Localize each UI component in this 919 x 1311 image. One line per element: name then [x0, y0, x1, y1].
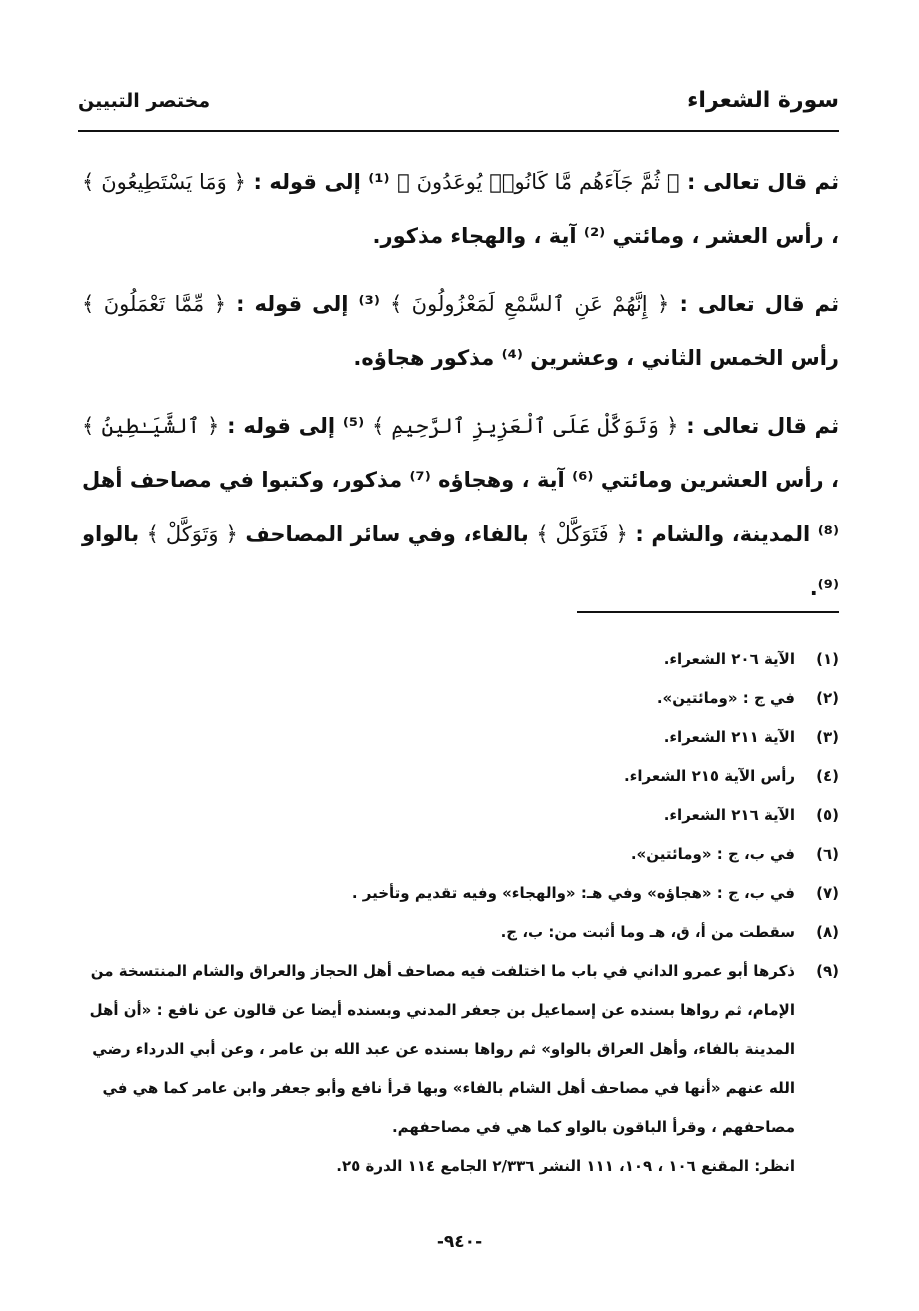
book-title: مختصر التبيين — [78, 90, 211, 112]
text-run: ⁽⁵⁾ إلى قوله : — [219, 414, 372, 438]
footnote-number: (٤) — [816, 767, 839, 785]
footnote-text: سقطت من أ، ق، هـ وما أثبت من: ب، ج. — [500, 923, 795, 941]
footnote — [80, 757, 839, 796]
text-run: ، رأس العشر ، ومائتي ⁽²⁾ آية ، والهجاء مذكور. — [372, 224, 839, 248]
footnote-text: ذكرها أبو عمرو الداني في باب ما اختلفت فيه مصاحف أهل الحجاز والعراق والشام المنتسخة من الإمام، ثم رواها بسنده عن إسماعيل بن جعفر المدني وبسنده أيضا عن قالون عن نافع : «أن أهل المدينة بالفاء، وأهل العراق بالواو» ثم رواها بسنده عن عبد الله بن عامر ، وعن أبي الدرداء رضي الله عنهم «أنها في مصاحف أهل الشام بالفاء» وبها قرأ نافع وأبو جعفر وابن عامر كما هي في مصاحفهم ، وقرأ الباقون بالواو كما هي في مصاحفهم. — [89, 962, 795, 1136]
footnote-number: (٦) — [816, 845, 839, 863]
footnote — [80, 874, 839, 913]
footnote-reference — [80, 1147, 839, 1186]
footnote-text: الآية ٢١١ الشعراء. — [663, 728, 795, 746]
footnote — [80, 718, 839, 757]
footnote-number: (٣) — [816, 728, 839, 746]
footnote-number: (٩) — [816, 962, 839, 980]
paragraph-2 — [82, 277, 839, 385]
quran-quote: ﴿ وَمَا يَسْتَطِيعُونَ ﴾ — [82, 170, 246, 194]
quran-quote: ﴿ إِنَّهُمْ عَنِ ٱلسَّمْعِ لَمَعْزُولُونَ ﴾ — [389, 292, 670, 316]
quran-quote: ﴿ وَتَوَكَّلْ ﴾ — [146, 522, 238, 546]
main-text — [82, 155, 839, 629]
quran-quote: ﴿ ثُمَّ جَآءَهُم مَّا كَانُوا۟ يُوعَدُونَ ﴾ — [397, 170, 680, 194]
footnote — [80, 796, 839, 835]
text-run: ثم قال تعالى : — [678, 414, 839, 438]
quran-quote: ﴿ ٱلشَّيَـٰطِينُ ﴾ — [82, 414, 220, 438]
footnote — [80, 640, 839, 679]
text-run: بالفاء، وفي سائر المصاحف — [237, 522, 537, 546]
quran-quote: ﴿ فَتَوَكَّلْ ﴾ — [536, 522, 628, 546]
footnote-text: في ب، ج : «ومائتين». — [630, 845, 795, 863]
footnote-text: رأس الآية ٢١٥ الشعراء. — [623, 767, 795, 785]
text-run: ثم قال تعالى : — [669, 292, 839, 316]
footnote-text: في ب، ج : «هجاؤه» وفي هـ: «والهجاء» وفيه تقديم وتأخير . — [351, 884, 795, 902]
footnotes — [80, 640, 839, 1186]
footnote-number: (١) — [816, 650, 839, 668]
footnote-number: (٢) — [816, 689, 839, 707]
paragraph-3 — [82, 399, 839, 615]
running-header — [78, 88, 839, 128]
footnote-text: انظر: المقنع ١٠٦ ، ١٠٩، ١١١ النشر ٢/٣٣٦ الجامع ١١٤ الدرة ٢٥. — [336, 1157, 795, 1175]
text-run: ⁽¹⁾ إلى قوله : — [245, 170, 398, 194]
quran-quote: ﴿ وَتَوَكَّلْ عَلَى ٱلْعَزِيزِ ٱلرَّحِيمِ ﴾ — [371, 414, 679, 438]
quran-quote: ﴿ مِّمَّا تَعْمَلُونَ ﴾ — [82, 292, 227, 316]
text-run: ، رأس العشرين ومائتي ⁽⁶⁾ آية ، وهجاؤه ⁽⁷⁾ مذكور، وكتبوا في مصاحف أهل ⁽⁸⁾ المدينة، والشام : — [82, 468, 840, 546]
footnote — [80, 952, 839, 1147]
footnote-number: (٨) — [816, 923, 839, 941]
header-rule — [78, 130, 839, 132]
page-number: -٩٤٠- — [436, 1232, 483, 1252]
footnote-number: (٧) — [816, 884, 839, 902]
footnote-text: الآية ٢١٦ الشعراء. — [663, 806, 795, 824]
text-run: ⁽³⁾ إلى قوله : — [226, 292, 390, 316]
surah-title: سورة الشعراء — [687, 88, 839, 113]
footnote — [80, 913, 839, 952]
text-run: ثم قال تعالى : — [679, 170, 839, 194]
footnote — [80, 835, 839, 874]
footnote-number: (٥) — [816, 806, 839, 824]
footnote-rule — [577, 611, 839, 613]
text-run: رأس الخمس الثاني ، وعشرين ⁽⁴⁾ مذكور هجاؤه. — [353, 346, 839, 370]
paragraph-1 — [82, 155, 839, 263]
footnote-text: الآية ٢٠٦ الشعراء. — [663, 650, 795, 668]
footnote — [80, 679, 839, 718]
footnote-text: في ج : «ومائتين». — [656, 689, 795, 707]
text-run: بالواو ⁽⁹⁾. — [82, 522, 839, 600]
